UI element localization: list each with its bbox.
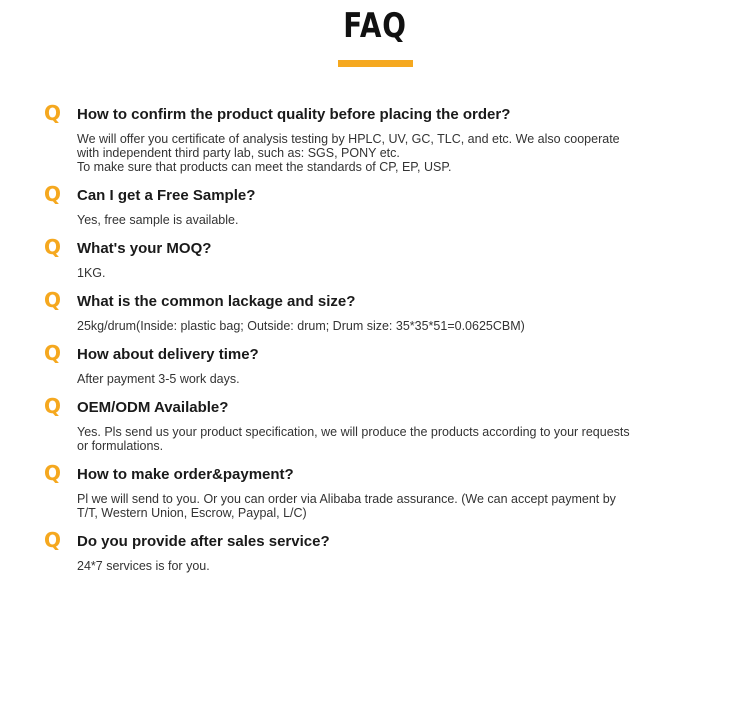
faq-item [44, 343, 704, 386]
q-icon: Q [44, 101, 62, 125]
faq-question: Do you provide after sales service? [77, 532, 330, 550]
faq-list [44, 103, 704, 583]
faq-question: What is the common lackage and size? [77, 292, 356, 310]
q-icon: Q [44, 341, 62, 365]
faq-item [44, 237, 704, 280]
faq-item [44, 103, 704, 174]
faq-question-row [44, 530, 704, 552]
faq-question-row [44, 103, 704, 125]
title-underline [338, 60, 413, 67]
faq-answer: Yes. Pls send us your product specification, we will produce the products according to your requests or formulations. [77, 425, 630, 453]
faq-item [44, 184, 704, 227]
q-icon: Q [44, 182, 62, 206]
faq-question-row [44, 184, 704, 206]
faq-item [44, 463, 704, 520]
faq-question-row [44, 343, 704, 365]
faq-question-row [44, 396, 704, 418]
faq-question-row [44, 463, 704, 485]
faq-question: How about delivery time? [77, 345, 259, 363]
faq-question: Can I get a Free Sample? [77, 186, 256, 204]
faq-answer: 25kg/drum(Inside: plastic bag; Outside: drum; Drum size: 35*35*51=0.0625CBM) [77, 319, 525, 333]
faq-question-row [44, 290, 704, 312]
faq-answer: After payment 3-5 work days. [77, 372, 240, 386]
faq-question: OEM/ODM Available? [77, 398, 229, 416]
faq-answer: 1KG. [77, 266, 106, 280]
q-icon: Q [44, 394, 62, 418]
page-title: FAQ [343, 6, 407, 46]
q-icon: Q [44, 461, 62, 485]
faq-question-row [44, 237, 704, 259]
faq-answer: Pl we will send to you. Or you can order via Alibaba trade assurance. (We can accept payment by T/T, Western Union, Escrow, Paypal, L/C) [77, 492, 616, 520]
faq-question: How to make order&payment? [77, 465, 294, 483]
faq-item [44, 290, 704, 333]
faq-question: What's your MOQ? [77, 239, 212, 257]
q-icon: Q [44, 288, 62, 312]
faq-item [44, 396, 704, 453]
faq-answer: We will offer you certificate of analysis testing by HPLC, UV, GC, TLC, and etc. We also cooperate with independent third party lab, such as: SGS, PONY etc. To make sure that products can meet the standards of CP, EP, USP. [77, 132, 620, 174]
q-icon: Q [44, 528, 62, 552]
faq-item [44, 530, 704, 573]
faq-question: How to confirm the product quality before placing the order? [77, 105, 511, 123]
q-icon: Q [44, 235, 62, 259]
faq-answer: Yes, free sample is available. [77, 213, 239, 227]
faq-answer: 24*7 services is for you. [77, 559, 210, 573]
